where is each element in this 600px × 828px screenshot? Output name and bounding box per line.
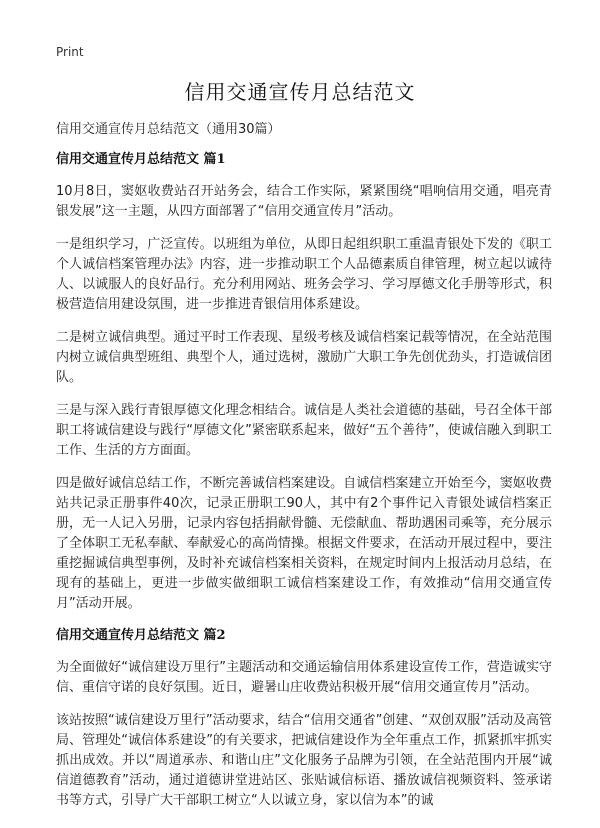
paragraph: 为全面做好“诚信建设万里行”主题活动和交通运输信用体系建设宣传工作，营造诚实守信、重信守诺的良好氛围。近日，避暑山庄收费站积极开展“信用交通宣传月”活动。 xyxy=(56,660,552,695)
paragraph: 10月8日，窦妪收费站召开站务会，结合工作实际，紧紧围绕“唱响信用交通，唱亮青银发展”这一主题，从四方面部署了“信用交通宣传月”活动。 xyxy=(56,184,552,219)
document-body xyxy=(56,121,552,824)
paragraph: 二是树立诚信典型。通过平时工作表现、星级考核及诚信档案记载等情况，在全站范围内树立诚信典型班组、典型个人，通过选树，激励广大职工争先创优劲头，打造诚信团队。 xyxy=(56,330,552,385)
document-subtitle: 信用交通宣传月总结范文（通用30篇） xyxy=(56,122,281,137)
paragraph: 一是组织学习，广泛宣传。以班组为单位，从即日起组织职工重温青银处下发的《职工个人诚信档案管理办法》内容，进一步推动职工个人品德素质自律管理，树立起以诚待人、以诚服人的良好品行。充分利用网站、班务会学习、学习厚德文化手册等形式，积极营造信用建设氛围，进一步推进青银信用体系建设。 xyxy=(56,237,552,312)
section-heading-2: 信用交通宣传月总结范文 篇2 xyxy=(56,628,226,643)
paragraph: 该站按照“诚信建设万里行”活动要求，结合“信用交通省”创建、“双创双服”活动及高管局、管理处“诚信体系建设”的有关要求，把诚信建设作为全年重点工作，抓紧抓牢抓实抓出成效。并以“周道承赤、和谐山庄”文化服务子品牌为引领，在全站范围内开展“诚信道德教育”活动，通过道德讲堂进站区、张贴诚信标语、播放诚信视频资料、签承诺书等方式，引导广大干部职工树立“人以诚立身，家以信为本”的诚 xyxy=(56,713,552,808)
section-heading-1: 信用交通宣传月总结范文 篇1 xyxy=(56,152,226,167)
paragraph: 四是做好诚信总结工作，不断完善诚信档案建设。自诚信档案建立开始至今，窦妪收费站共记录正册事件40次，记录正册职工90人，其中有2个事件记入青银处诚信档案正册，无一人记入另册，记录内容包括捐献骨髓、无偿献血、帮助遇困司乘等，充分展示了全体职工无私奉献、奉献爱心的高尚情操。根据文件要求，在活动开展过程中，要注重挖掘诚信典型事例，及时补充诚信档案相关资料，在规定时间内上报活动月总结，在现有的基础上，更进一步做实做细职工诚信档案建设工作，有效推动“信用交通宣传月”活动开展。 xyxy=(56,476,552,611)
document-title: 信用交通宣传月总结范文 xyxy=(184,80,416,104)
paragraph: 三是与深入践行青银厚德文化理念相结合。诚信是人类社会道德的基础，号召全体干部职工将诚信建设与践行“厚德文化”紧密联系起来，做好“五个善待”，使诚信融入到职工工作、生活的方方面面。 xyxy=(56,403,552,458)
print-link[interactable]: Print xyxy=(56,45,84,59)
